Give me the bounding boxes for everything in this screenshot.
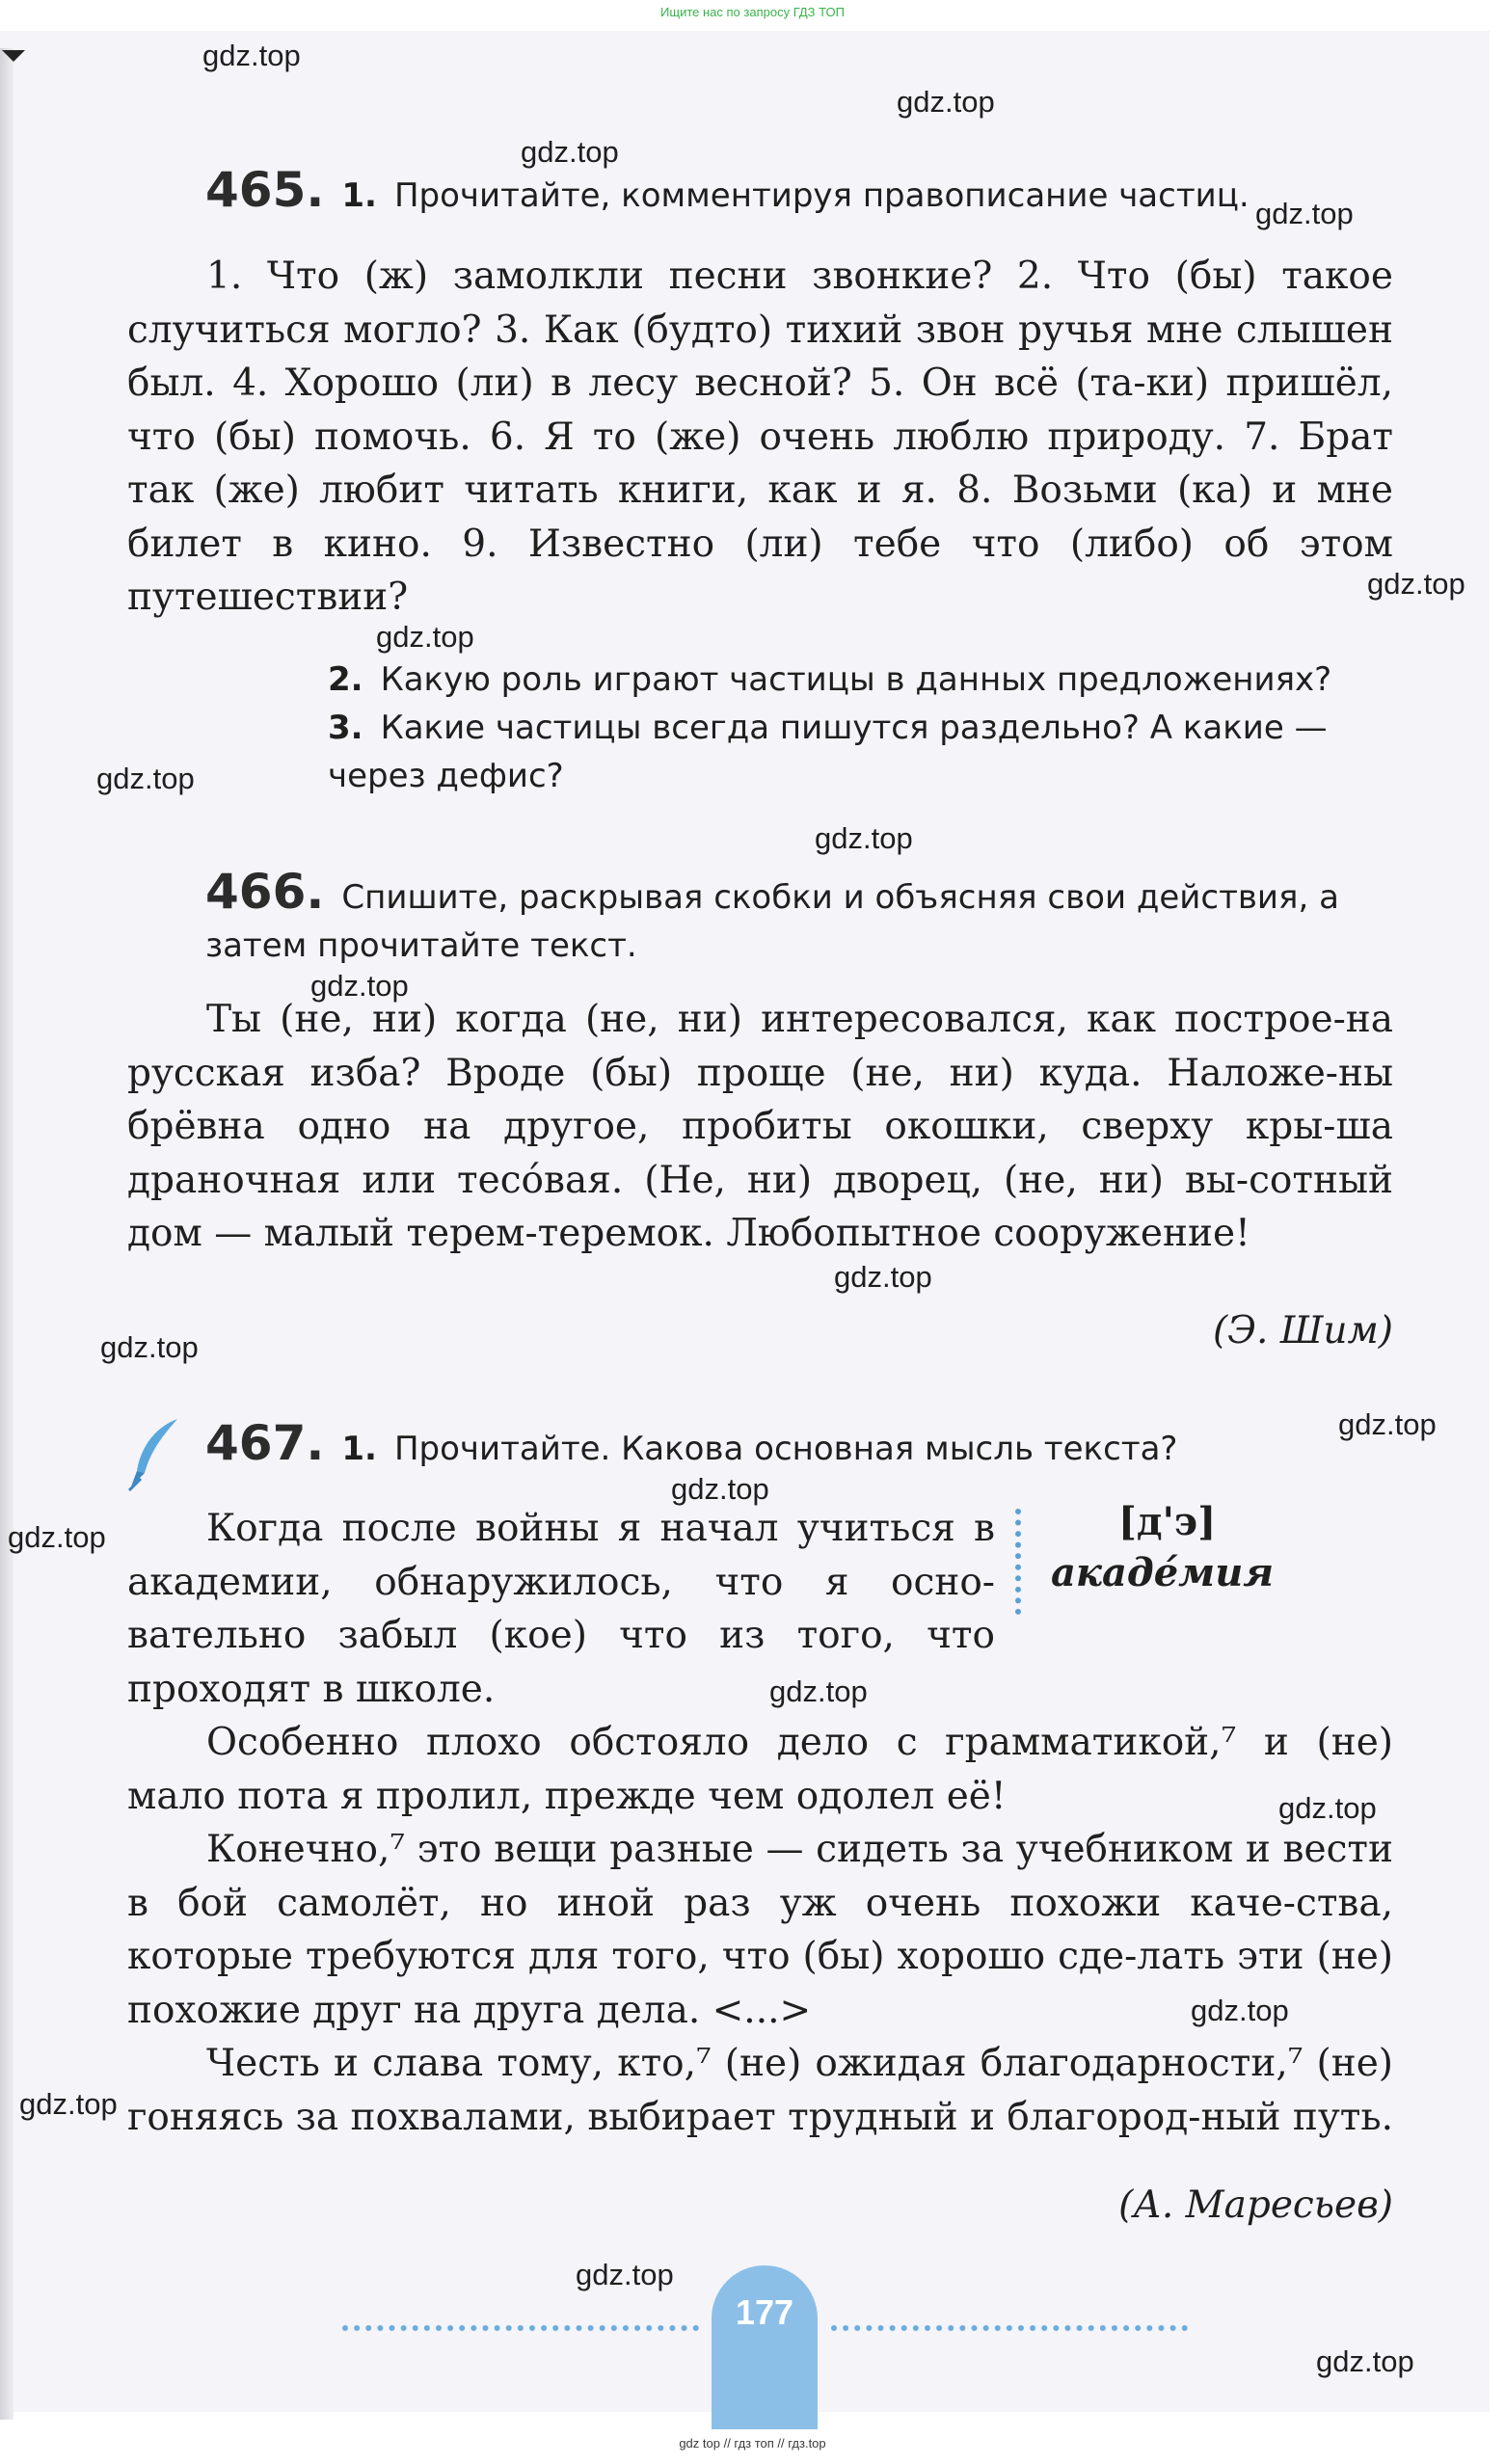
- task-467-number: 467.: [205, 1415, 325, 1471]
- task-466-instruction: Спишите, раскрывая скобки и объясняя свои действия, а затем прочитайте текст.: [205, 878, 1339, 965]
- dotted-rule-right: [831, 2325, 1188, 2331]
- bottom-banner: gdz top // гдз топ // гдз.top: [679, 2436, 826, 2451]
- watermark: gdz.top: [1367, 567, 1465, 601]
- task-465-question-2: [328, 656, 1393, 704]
- corner-arrow-icon: [2, 50, 25, 62]
- watermark: gdz.top: [769, 1674, 868, 1708]
- watermark: gdz.top: [897, 85, 995, 119]
- watermark: gdz.top: [100, 1330, 199, 1364]
- task-466-heading: [205, 864, 1393, 970]
- top-banner: Ищите нас по запросу ГДЗ ТОП: [660, 5, 845, 19]
- task-465-instruction: Прочитайте, комментируя правописание частиц.: [393, 176, 1250, 215]
- task-465-sub-number: 1.: [341, 176, 377, 215]
- watermark: gdz.top: [1191, 1994, 1289, 2027]
- watermark: gdz.top: [576, 2258, 674, 2291]
- task-466-number: 466.: [205, 864, 325, 920]
- feather-pen-icon: [127, 1417, 185, 1494]
- margin-dotted-line: [1015, 1509, 1033, 1615]
- task-465-number: 465.: [205, 162, 325, 218]
- task-465-heading: [205, 162, 1250, 218]
- task-467-paragraphs: [127, 1716, 1393, 2144]
- watermark: gdz.top: [834, 1260, 932, 1294]
- page-edge: [0, 48, 13, 2420]
- task-467-p4: Честь и слава тому, кто,⁷ (не) ожидая благодарности,⁷ (не) гоняясь за похвалами, выбирает трудный и благород-ный путь.: [127, 2042, 1394, 2139]
- task-465-text: [127, 250, 1393, 625]
- task-467-sub-number: 1.: [341, 1430, 377, 1468]
- side-vocabulary-word: акаде́мия: [1051, 1550, 1275, 1595]
- page-number-tab: [712, 2265, 818, 2429]
- watermark: gdz.top: [521, 135, 619, 169]
- watermark: gdz.top: [310, 969, 409, 1003]
- watermark: gdz.top: [96, 762, 195, 795]
- watermark: gdz.top: [202, 39, 301, 72]
- task-466-text: [127, 993, 1393, 1261]
- task-467-p2: Особенно плохо обстояло дело с грамматикой,⁷ и (не) мало пота я пролил, прежде чем одолел её!: [127, 1721, 1393, 1818]
- watermark: gdz.top: [19, 2087, 118, 2121]
- task-465-sentences: 1. Что (ж) замолкли песни звонкие? 2. Что (бы) такое случиться могло? 3. Как (будто) тихий звон ручья мне слышен был. 4. Хорошо (ли) в лесу весной? 5. Он всё (та-ки) пришёл, что (бы) помочь. 6. Я то (же) очень люблю природу. 7. Брат так (же) любит читать книги, как и я. 8. Возьми (ка) и мне билет в кино. 9. Известно (ли) тебе что (либо) об этом путешествии?: [127, 254, 1393, 619]
- page-number: 177: [735, 2292, 794, 2332]
- watermark: gdz.top: [671, 1472, 769, 1506]
- watermark: gdz.top: [8, 1520, 106, 1554]
- q3-text: Какие частицы всегда пишутся раздельно? А какие — через дефис?: [328, 709, 1328, 795]
- task-466-paragraph: Ты (не, ни) когда (не, ни) интересовался, как построе-на русская изба? Вроде (бы) проще (не, ни) куда. Наложе-ны брёвна одно на другое, пробиты окошки, сверху кры-ша драночная или тесо́вая. (Не, ни) дворец, (не, ни) вы-сотный дом — малый терем-теремок. Любопытное сооружение!: [127, 998, 1393, 1255]
- task-467-instruction: Прочитайте. Какова основная мысль текста?: [393, 1430, 1178, 1468]
- task-466-author: (Э. Шим): [1212, 1309, 1393, 1353]
- watermark: gdz.top: [1338, 1407, 1437, 1441]
- q2-number: 2.: [328, 660, 363, 699]
- dotted-rule-left: [342, 2325, 699, 2331]
- task-467-p1: Когда после войны я начал учиться в академии, обнаружилось, что я осно-вательно забыл (кое) что из того, что проходят в школе.: [127, 1507, 995, 1711]
- watermark: gdz.top: [1278, 1791, 1377, 1825]
- task-467-paragraph-1: [127, 1502, 995, 1716]
- task-467-heading: [205, 1415, 1178, 1471]
- watermark: gdz.top: [376, 620, 474, 654]
- task-467-p3: Конечно,⁷ это вещи разные — сидеть за учебником и вести в бой самолёт, но иной раз уж очень похожи каче-ства, которые требуются для того, что (бы) хорошо сде-лать эти (не) похожие друг на друга дела. <...>: [127, 1828, 1393, 2032]
- side-transcription: [д'э]: [1118, 1499, 1217, 1544]
- task-467-author: (А. Маресьев): [1118, 2183, 1393, 2227]
- watermark: gdz.top: [1316, 2344, 1414, 2378]
- q3-number: 3.: [328, 709, 363, 747]
- task-465-question-3: [328, 704, 1393, 800]
- watermark: gdz.top: [1255, 197, 1354, 230]
- watermark: gdz.top: [815, 821, 913, 855]
- q2-text: Какую роль играют частицы в данных предложениях?: [380, 660, 1332, 699]
